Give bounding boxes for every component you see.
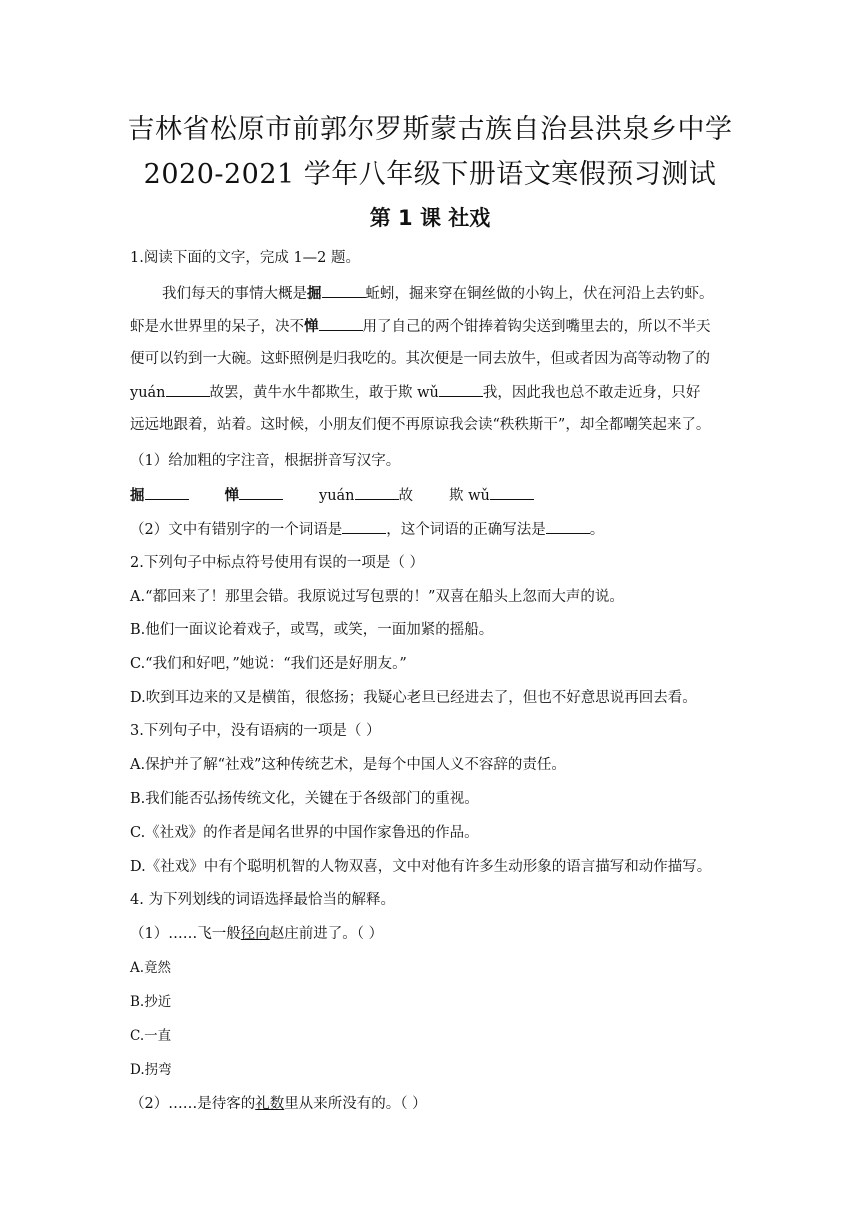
q1-stem: 1.阅读下面的文字，完成 1—2 题。 (130, 250, 361, 266)
q4-sub2: （2）……是待客的礼数里从来所没有的。（ ） (130, 1096, 427, 1112)
q4-option-d: D.拐弯 (130, 1062, 172, 1078)
passage-line-3: 便可以钓到一大碗。这虾照例是归我吃的。其次便是一同去放牛，但或者因为高等动物了的 (130, 351, 710, 367)
passage-line-2: 虾是水世界里的呆子，决不惮 用了自己的两个钳捧着钩尖送到嘴里去的，所以不半天 (130, 316, 711, 337)
q1-sub1: （1）给加粗的字注音，根据拼音写汉字。 (130, 453, 401, 469)
bold-char-jue: 掘 (307, 286, 322, 302)
passage-line-1: 我们每天的事情大概是掘 蚯蚓，掘来穿在铜丝做的小钩上，伏在河沿上去钓虾。 (162, 283, 714, 304)
q1-answer-row: 掘 惮 yuán 故 欺 wǔ (130, 485, 534, 506)
q3-stem: 3.下列句子中，没有语病的一项是（ ） (130, 723, 381, 739)
title-line-1: 吉林省松原市前郭尔罗斯蒙古族自治县洪泉乡中学 (127, 114, 733, 145)
q3-option-a: A.保护并了解“社戏”这种传统艺术，是每个中国人义不容辞的责任。 (130, 757, 566, 773)
q2-option-c: C.“我们和好吧，”她说：“我们还是好朋友。” (130, 656, 407, 672)
bold-char-dan: 惮 (304, 319, 319, 335)
q2-stem: 2.下列句子中标点符号使用有误的一项是（ ） (130, 555, 424, 571)
q4-option-a: A.竟然 (130, 960, 172, 976)
q2-option-b: B.他们一面议论着戏子，或骂，或笑，一面加紧的摇船。 (130, 622, 494, 638)
q4-sub1: （1）……飞一般径向赵庄前进了。（ ） (130, 926, 384, 942)
q2-option-a: A.“都回来了！那里会错。我原说过写包票的！”双喜在船头上忽而大声的说。 (130, 589, 624, 605)
passage-line-4: yuán 故罢，黄牛水牛都欺生，敢于欺 wǔ 我，因此我也总不敢走近身，只好 (130, 382, 700, 403)
q4-stem: 4. 为下列划线的词语选择最恰当的解释。 (130, 892, 395, 908)
q1-sub2: （2）文中有错别字的一个词语是 ，这个词语的正确写法是 。 (130, 519, 604, 540)
q3-option-b: B.我们能否弘扬传统文化，关键在于各级部门的重视。 (130, 791, 479, 807)
lesson-title: 第 1 课 社戏 (369, 206, 491, 230)
passage-line-5: 远远地跟着，站着。这时候，小朋友们便不再原谅我会读“秩秩斯干”，却全都嘲笑起来了。 (130, 417, 711, 433)
q4-option-b: B.抄近 (130, 994, 172, 1010)
title-line-2: 2020-2021 学年八年级下册语文寒假预习测试 (143, 159, 717, 190)
q2-option-d: D.吹到耳边来的又是横笛，很悠扬；我疑心老旦已经进去了，但也不好意思说再回去看。 (130, 690, 697, 706)
underlined-word-jingxiang: 径向 (240, 926, 270, 942)
underlined-word-lishu: 礼数 (255, 1096, 285, 1112)
q3-option-d: D.《社戏》中有个聪明机智的人物双喜，文中对他有许多生动形象的语言描写和动作描写。 (130, 859, 712, 875)
q4-option-c: C.一直 (130, 1028, 172, 1044)
q3-option-c: C.《社戏》的作者是闻名世界的中国作家鲁迅的作品。 (130, 825, 479, 841)
